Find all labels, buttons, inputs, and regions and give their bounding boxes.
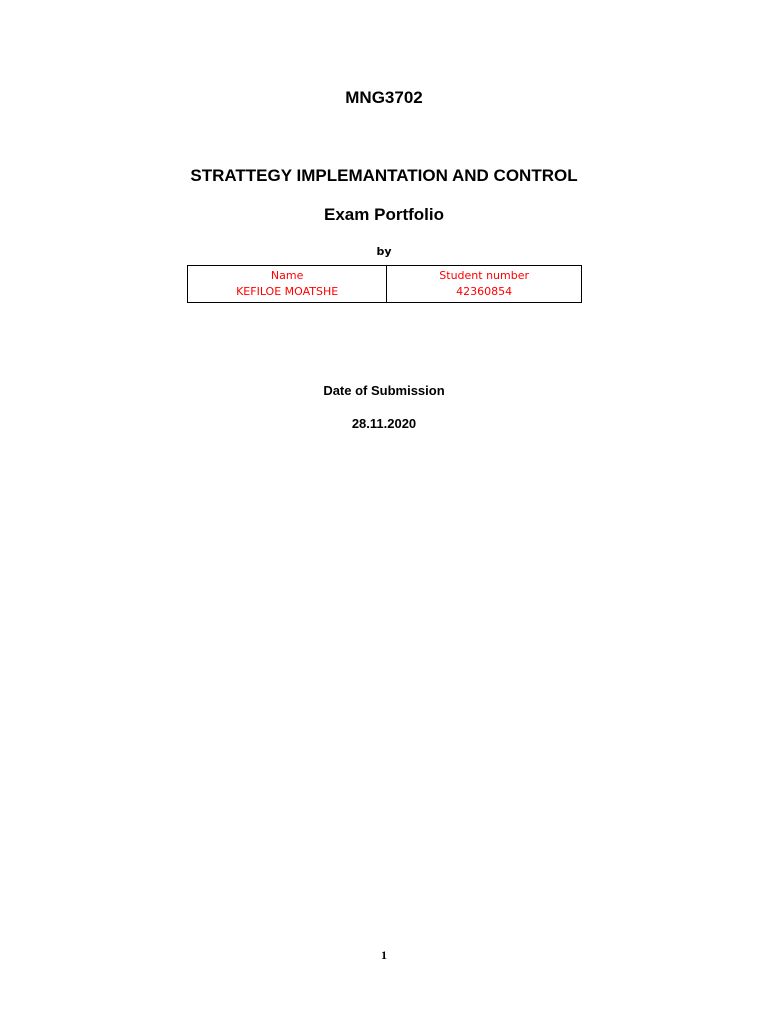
by-label: by	[376, 245, 392, 258]
student-number-value: 42360854	[456, 285, 513, 298]
table-row	[188, 266, 582, 303]
name-header: Name	[270, 269, 304, 282]
student-number-column-cell	[387, 266, 582, 303]
submission-label: Date of Submission	[323, 383, 445, 398]
student-number-header: Student number	[439, 269, 530, 282]
document-type: Exam Portfolio	[324, 205, 444, 224]
course-title: STRATTEGY IMPLEMANTATION AND CONTROL	[190, 166, 578, 185]
submission-date: 28.11.2020	[351, 416, 417, 431]
name-value: KEFILOE MOATSHE	[236, 285, 339, 298]
page-number: 1	[381, 948, 387, 962]
name-column-cell	[188, 266, 387, 303]
student-info-table	[187, 265, 582, 303]
course-code: MNG3702	[345, 88, 423, 107]
